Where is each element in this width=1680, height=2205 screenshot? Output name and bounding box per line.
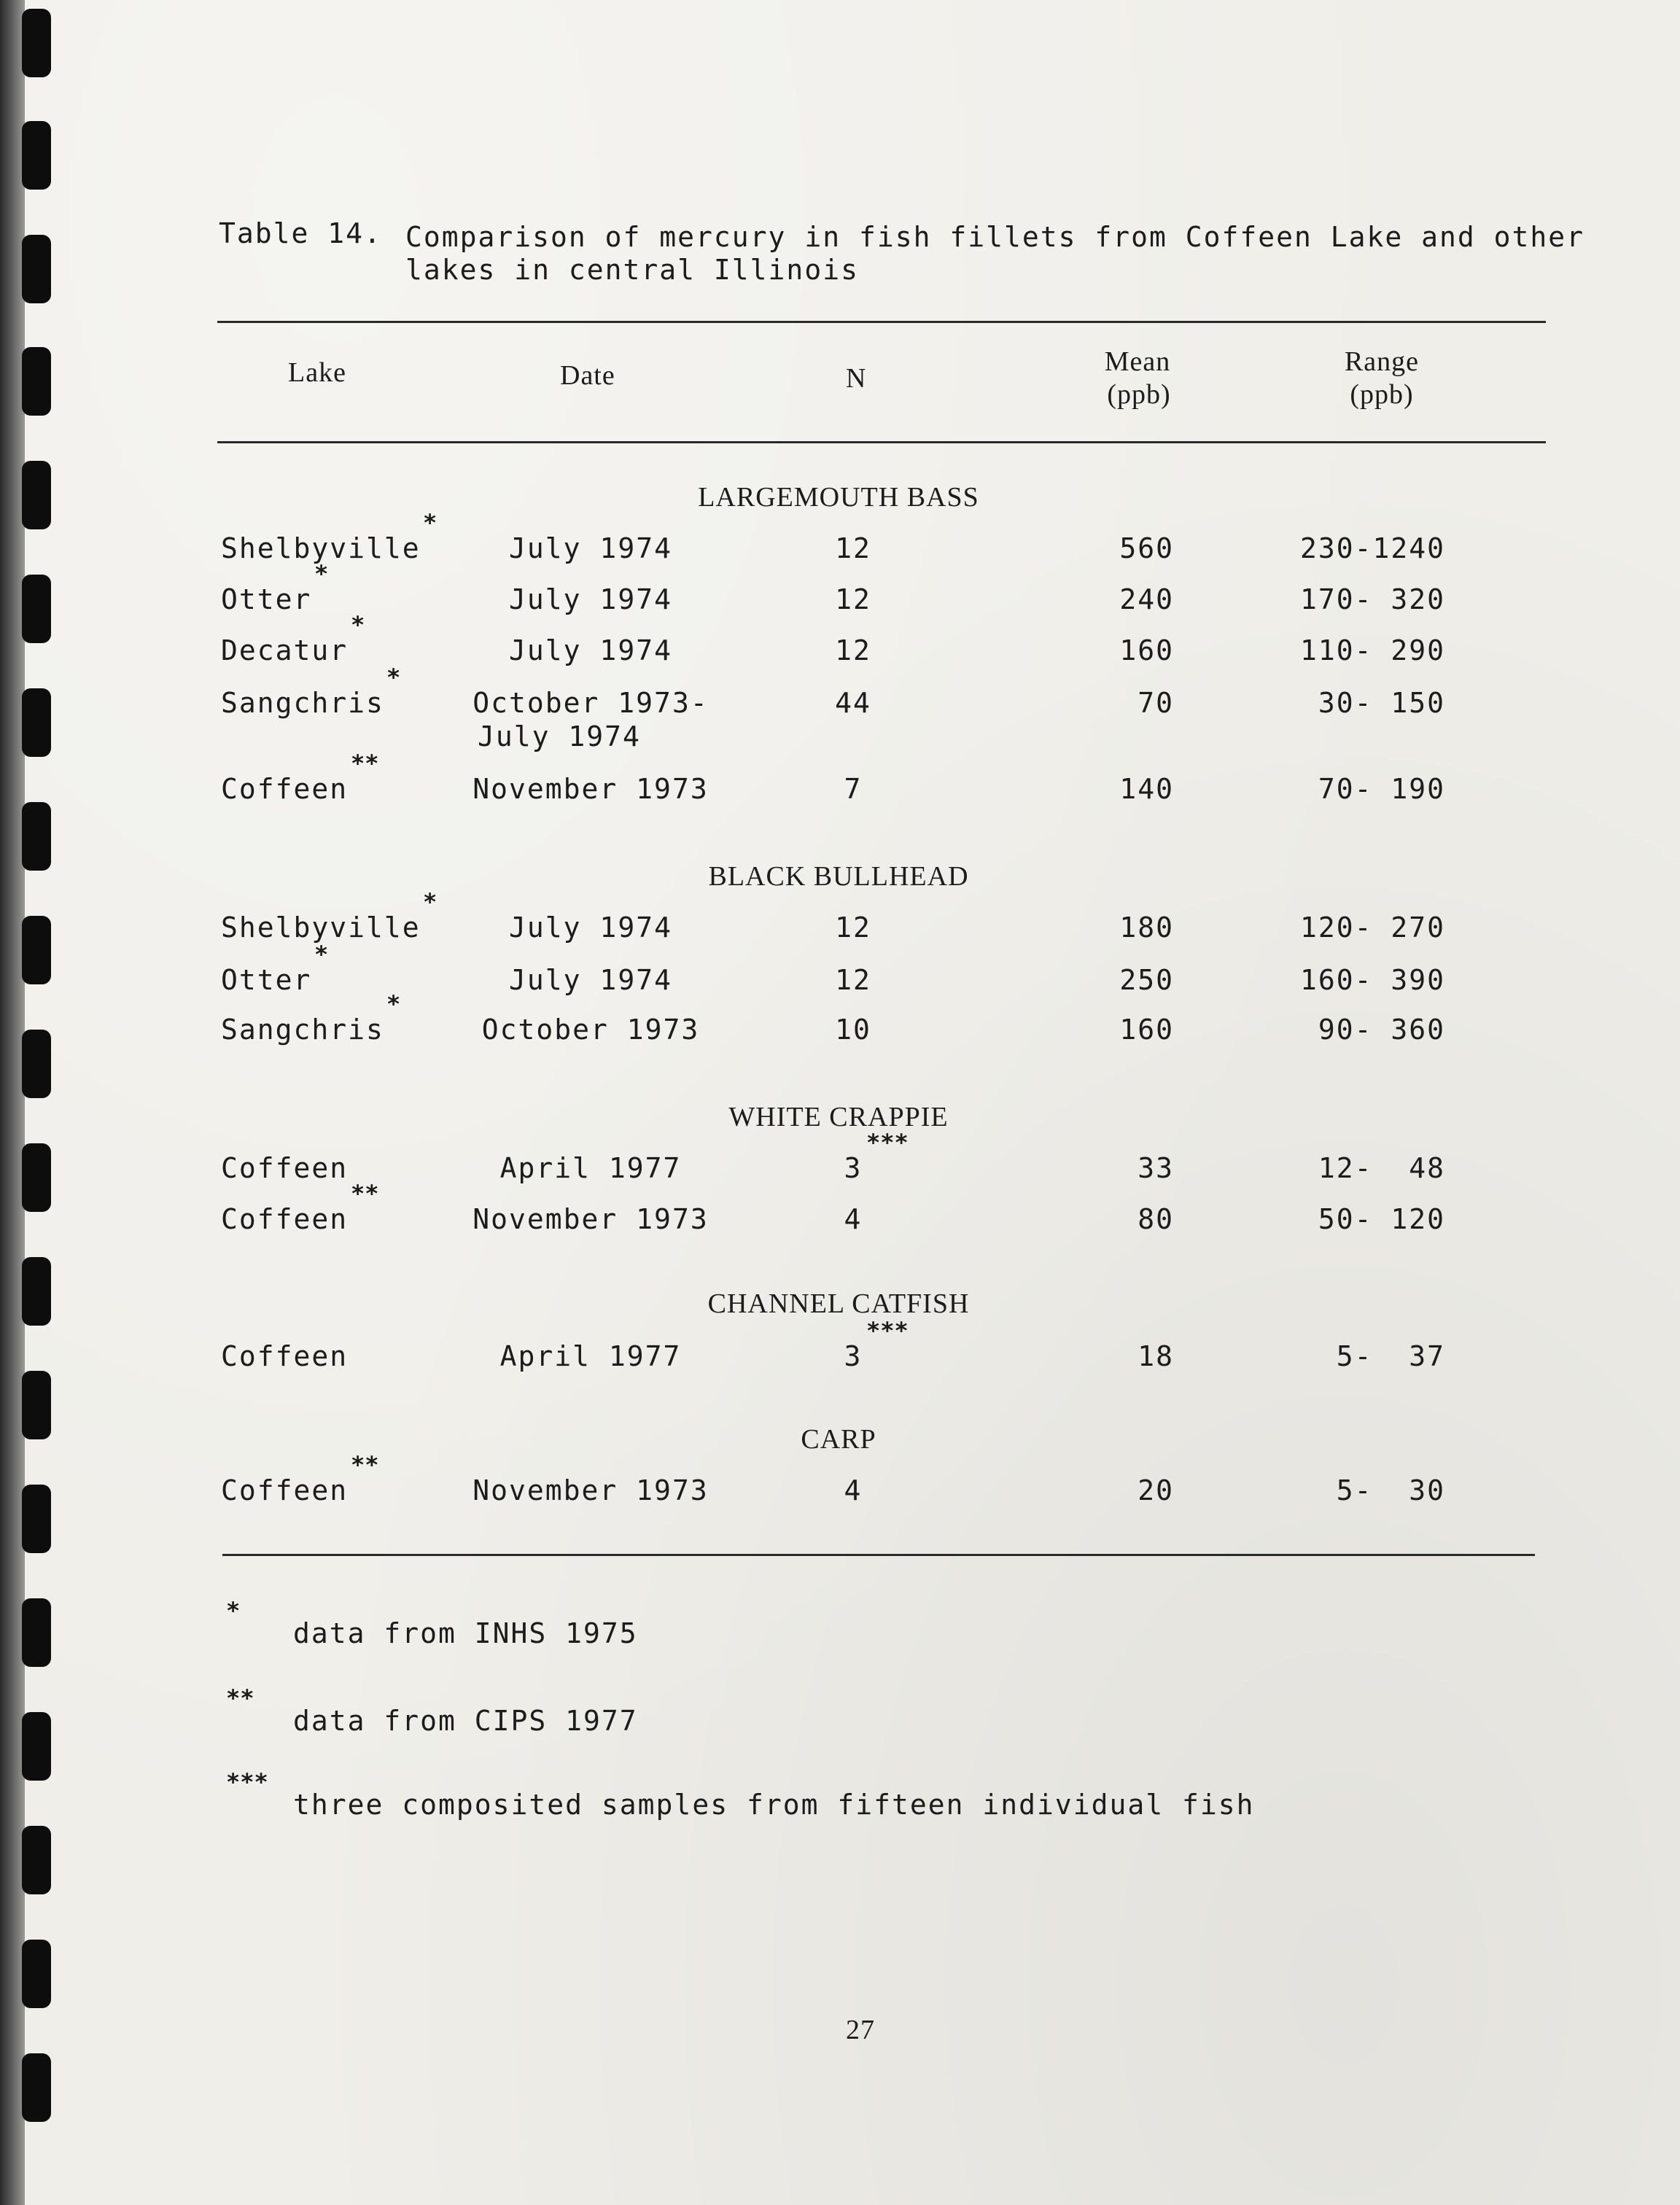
table-cell-date: July 1974 bbox=[509, 911, 672, 944]
table-cell-n: 3 bbox=[844, 1340, 863, 1372]
table-cell-n: 3 bbox=[844, 1152, 863, 1184]
table-cell-lake-footnote-mark: * bbox=[423, 509, 438, 537]
table-cell-range: 50- 120 bbox=[1318, 1203, 1445, 1235]
table-cell-date: November 1973 bbox=[472, 1474, 709, 1506]
header-bottom-rule bbox=[217, 441, 1546, 443]
table-cell-date: July 1974 bbox=[509, 583, 672, 615]
punch-hole bbox=[22, 1371, 51, 1439]
footnote-mark: *** bbox=[226, 1768, 268, 1796]
table-cell-range: 90- 360 bbox=[1318, 1014, 1445, 1046]
table-cell-n: 4 bbox=[844, 1474, 863, 1506]
table-cell-date: July 1974 bbox=[509, 634, 672, 666]
punch-hole bbox=[22, 9, 51, 77]
table-cell-range: 12- 48 bbox=[1318, 1152, 1445, 1184]
punch-hole bbox=[22, 1826, 51, 1894]
footnote-text: data from INHS 1975 bbox=[293, 1617, 638, 1649]
table-caption-line-1: Comparison of mercury in fish fillets from Coffeen Lake and other bbox=[405, 221, 1585, 253]
table-cell-date: October 1973- bbox=[472, 687, 709, 719]
table-cell-mean: 70 bbox=[1138, 687, 1174, 719]
column-header-mean: Mean bbox=[1104, 346, 1171, 377]
table-cell-n: 12 bbox=[835, 964, 871, 996]
table-cell-range: 5- 30 bbox=[1336, 1474, 1445, 1506]
punch-hole bbox=[22, 575, 51, 643]
table-cell-date: November 1973 bbox=[472, 1203, 709, 1235]
table-cell-date-continued: July 1974 bbox=[478, 720, 641, 752]
table-cell-range: 230-1240 bbox=[1299, 532, 1445, 564]
table-top-rule bbox=[217, 321, 1546, 323]
footnote-mark: ** bbox=[226, 1684, 254, 1712]
table-cell-n: 12 bbox=[835, 532, 871, 564]
table-cell-n: 44 bbox=[835, 687, 871, 719]
table-cell-range: 120- 270 bbox=[1299, 911, 1445, 944]
table-cell-mean: 180 bbox=[1119, 911, 1174, 944]
table-cell-lake-footnote-mark: * bbox=[386, 664, 401, 691]
table-cell-n: 4 bbox=[844, 1203, 863, 1235]
table-cell-range: 160- 390 bbox=[1299, 964, 1445, 996]
punch-hole bbox=[22, 1940, 51, 2008]
table-cell-mean: 240 bbox=[1119, 583, 1174, 615]
punch-hole bbox=[22, 347, 51, 416]
table-cell-mean: 160 bbox=[1119, 634, 1174, 666]
table-cell-mean: 160 bbox=[1119, 1014, 1174, 1046]
table-cell-lake: Coffeen bbox=[221, 1203, 349, 1235]
table-caption-label: Table 14. bbox=[219, 217, 382, 249]
table-cell-date: October 1973 bbox=[481, 1014, 700, 1046]
table-cell-mean: 250 bbox=[1119, 964, 1174, 996]
punch-hole bbox=[22, 235, 51, 303]
table-cell-range: 5- 37 bbox=[1336, 1340, 1445, 1372]
table-cell-lake-footnote-mark: ** bbox=[351, 750, 379, 777]
table-cell-n: 12 bbox=[835, 634, 871, 666]
punch-hole bbox=[22, 802, 51, 871]
column-header-lake: Lake bbox=[288, 357, 346, 388]
table-cell-lake-footnote-mark: * bbox=[386, 990, 401, 1018]
punch-hole bbox=[22, 1143, 51, 1212]
group-heading: WHITE CRAPPIE bbox=[728, 1102, 949, 1132]
punch-hole bbox=[22, 1257, 51, 1326]
table-cell-mean: 140 bbox=[1119, 773, 1174, 805]
table-cell-lake: Sangchris bbox=[221, 687, 384, 719]
table-cell-lake: Otter bbox=[221, 583, 312, 615]
table-cell-date: July 1974 bbox=[509, 964, 672, 996]
table-cell-n: 10 bbox=[835, 1014, 871, 1046]
column-header-mean-unit: (ppb) bbox=[1107, 379, 1171, 410]
table-cell-n: 12 bbox=[835, 911, 871, 944]
table-cell-lake: Sangchris bbox=[221, 1014, 384, 1046]
table-cell-lake: Decatur bbox=[221, 634, 349, 666]
table-cell-date: July 1974 bbox=[509, 532, 672, 564]
table-cell-lake: Otter bbox=[221, 964, 312, 996]
footnote-text: three composited samples from fifteen individual fish bbox=[293, 1789, 1255, 1821]
table-cell-date: November 1973 bbox=[472, 773, 709, 805]
punch-hole bbox=[22, 1485, 51, 1553]
group-heading: BLACK BULLHEAD bbox=[708, 861, 969, 892]
table-cell-lake-footnote-mark: * bbox=[314, 941, 329, 968]
table-cell-mean: 560 bbox=[1119, 532, 1174, 564]
table-cell-lake-footnote-mark: * bbox=[314, 560, 329, 588]
table-cell-range: 30- 150 bbox=[1318, 687, 1445, 719]
table-cell-lake: Coffeen bbox=[221, 1152, 349, 1184]
table-cell-lake-footnote-mark: ** bbox=[351, 1180, 379, 1208]
group-heading: LARGEMOUTH BASS bbox=[698, 482, 979, 513]
table-cell-mean: 20 bbox=[1138, 1474, 1174, 1506]
table-cell-lake: Shelbyville bbox=[221, 532, 421, 564]
table-cell-n-footnote-mark: *** bbox=[866, 1129, 909, 1156]
table-bottom-rule bbox=[222, 1554, 1535, 1556]
footnote-mark: * bbox=[226, 1597, 241, 1625]
table-cell-mean: 33 bbox=[1138, 1152, 1174, 1184]
punch-hole bbox=[22, 1598, 51, 1667]
punch-hole bbox=[22, 2053, 51, 2122]
column-header-range: Range bbox=[1344, 346, 1420, 377]
punch-hole bbox=[22, 1712, 51, 1781]
table-cell-n: 12 bbox=[835, 583, 871, 615]
column-header-date: Date bbox=[560, 360, 615, 391]
column-header-n: N bbox=[846, 363, 867, 394]
group-heading: CARP bbox=[801, 1424, 876, 1455]
table-cell-n-footnote-mark: *** bbox=[866, 1317, 909, 1345]
table-cell-lake: Coffeen bbox=[221, 1340, 349, 1372]
punch-hole bbox=[22, 916, 51, 984]
table-cell-mean: 18 bbox=[1138, 1340, 1174, 1372]
table-cell-range: 170- 320 bbox=[1299, 583, 1445, 615]
table-cell-lake-footnote-mark: * bbox=[351, 611, 365, 639]
binding-edge bbox=[0, 0, 25, 2205]
table-cell-lake: Coffeen bbox=[221, 1474, 349, 1506]
group-heading: CHANNEL CATFISH bbox=[707, 1288, 970, 1319]
table-cell-lake: Shelbyville bbox=[221, 911, 421, 944]
table-cell-mean: 80 bbox=[1138, 1203, 1174, 1235]
footnote-text: data from CIPS 1977 bbox=[293, 1705, 638, 1737]
table-cell-lake-footnote-mark: ** bbox=[351, 1451, 379, 1479]
punch-hole bbox=[22, 688, 51, 757]
table-cell-date: April 1977 bbox=[499, 1152, 682, 1184]
column-header-range-unit: (ppb) bbox=[1350, 379, 1414, 410]
table-cell-lake: Coffeen bbox=[221, 773, 349, 805]
table-cell-date: April 1977 bbox=[499, 1340, 682, 1372]
table-cell-range: 110- 290 bbox=[1299, 634, 1445, 666]
page-number: 27 bbox=[846, 2015, 875, 2045]
table-caption-line-2: lakes in central Illinois bbox=[405, 254, 859, 286]
punch-hole bbox=[22, 461, 51, 529]
punch-hole bbox=[22, 121, 51, 190]
table-cell-range: 70- 190 bbox=[1318, 773, 1445, 805]
table-cell-lake-footnote-mark: * bbox=[423, 888, 438, 916]
table-cell-n: 7 bbox=[844, 773, 863, 805]
punch-hole bbox=[22, 1030, 51, 1098]
